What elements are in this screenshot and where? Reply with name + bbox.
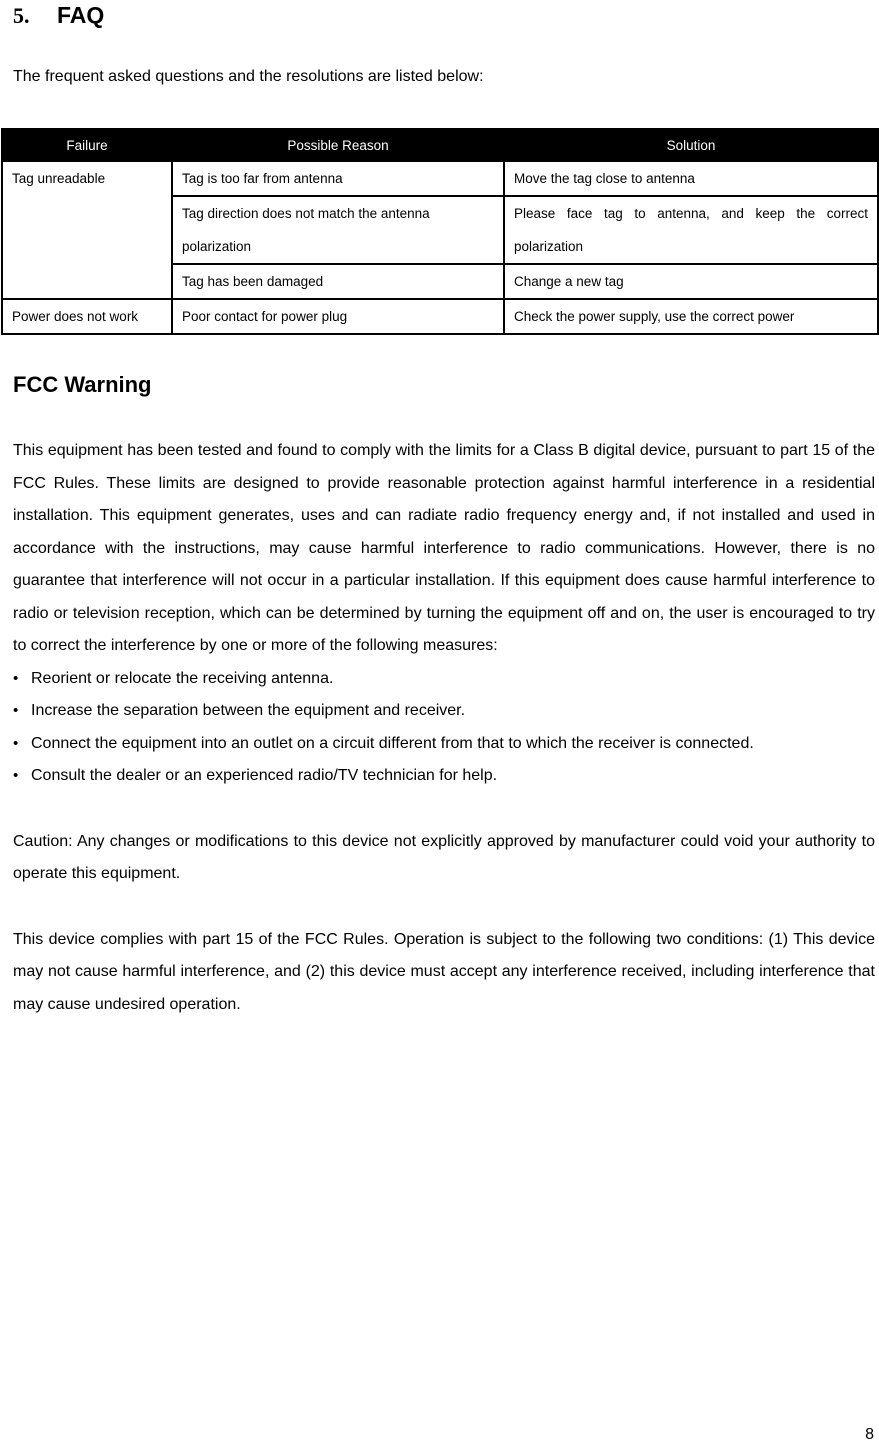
cell-solution: Check the power supply, use the correct power xyxy=(504,299,878,334)
page-number: 8 xyxy=(865,1426,874,1443)
list-item xyxy=(13,760,875,793)
compliance-paragraph: This device complies with part 15 of the FCC Rules. Operation is subject to the following two conditions: (1) This device may not cause harmful interference, and (2) this device must accept any interference received, including interference that may cause undesired operation. xyxy=(13,930,875,1013)
list-item xyxy=(13,695,875,728)
bullet-icon: • xyxy=(13,669,19,687)
cell-reason: Tag direction does not match the antenna polarization xyxy=(172,196,504,264)
table-header-row xyxy=(2,129,878,161)
section-title: FAQ xyxy=(57,2,105,28)
cell-solution: Move the tag close to antenna xyxy=(504,161,878,196)
bullet-icon: • xyxy=(13,767,19,784)
cell-reason: Tag has been damaged xyxy=(172,264,504,299)
cell-solution: Please face tag to antenna, and keep the correct polarization xyxy=(504,196,878,264)
section-number: 5. xyxy=(13,3,30,28)
cell-solution: Change a new tag xyxy=(504,264,878,299)
faq-table-header xyxy=(2,129,878,161)
list-item-text: Reorient or relocate the receiving antenna. xyxy=(31,669,334,687)
bullet-icon: • xyxy=(13,734,19,752)
intro-text: The frequent asked questions and the resolutions are listed below: xyxy=(13,68,484,85)
header-possible-reason: Possible Reason xyxy=(172,129,504,161)
table-row xyxy=(2,161,878,196)
list-item xyxy=(13,663,875,696)
list-item xyxy=(13,728,875,761)
fcc-warning-paragraph: This equipment has been tested and found to comply with the limits for a Class B digital device, pursuant to part 15 of the FCC Rules. These limits are designed to provide reasonable protection against harmful interference in a residential installation. This equipment generates, uses and can radiate radio frequency energy and, if not installed and used in accordance with the instructions, may cause harmful interference to radio communications. However, there is no guarantee that interference will not occur in a particular installation. If this equipment does cause harmful interference to radio or television reception, which can be determined by turning the equipment off and on, the user is encouraged to try to correct the interference by one or more of the following measures: xyxy=(13,442,875,654)
list-item-text: Increase the separation between the equipment and receiver. xyxy=(31,702,466,719)
faq-table xyxy=(1,128,879,335)
cell-failure: Power does not work xyxy=(2,299,172,334)
table-row xyxy=(2,299,878,334)
section-heading xyxy=(0,0,879,29)
cell-reason: Poor contact for power plug xyxy=(172,299,504,334)
fcc-measures-list xyxy=(13,663,875,793)
fcc-warning-heading: FCC Warning xyxy=(13,372,152,397)
cell-reason: Tag is too far from antenna xyxy=(172,161,504,196)
list-item-text: Consult the dealer or an experienced radio/TV technician for help. xyxy=(31,767,498,784)
caution-paragraph: Caution: Any changes or modifications to this device not explicitly approved by manufacturer could void your authority to operate this equipment. xyxy=(13,832,875,882)
header-failure: Failure xyxy=(2,129,172,161)
bullet-icon: • xyxy=(13,702,19,719)
cell-failure: Tag unreadable xyxy=(2,161,172,299)
list-item-text: Connect the equipment into an outlet on a circuit different from that to which the receiver is connected. xyxy=(31,734,754,752)
header-solution: Solution xyxy=(504,129,878,161)
